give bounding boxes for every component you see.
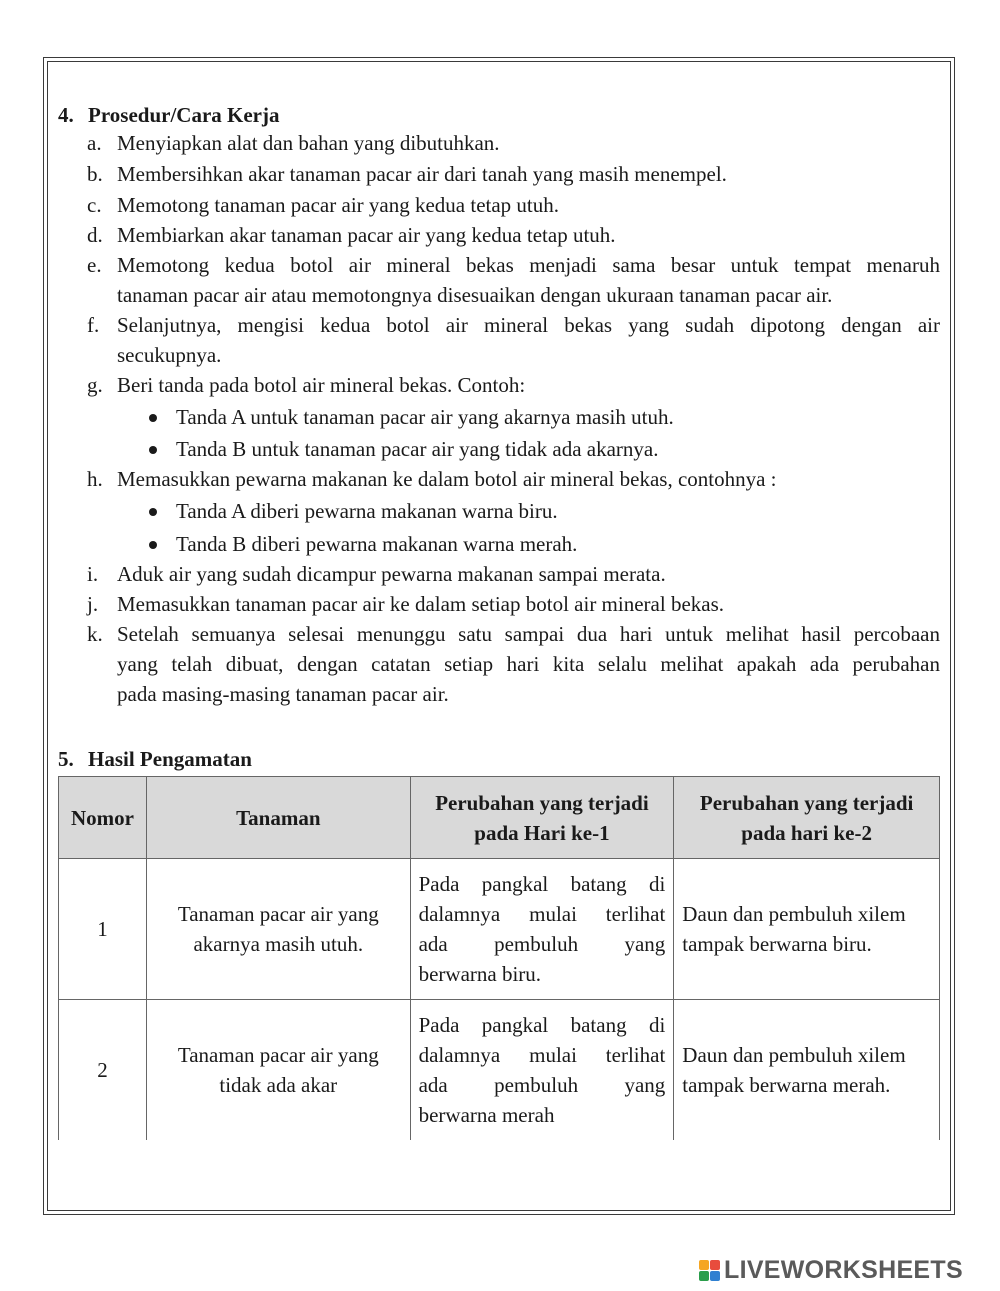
header-hari-2: Perubahan yang terjadi pada hari ke-2 xyxy=(674,777,940,859)
step-g: g. Beri tanda pada botol air mineral bekas. Contoh: xyxy=(87,373,526,397)
h-bullet-item: Tanda B diberi pewarna makanan warna merah. xyxy=(145,529,935,559)
step-c: c. Memotong tanaman pacar air yang kedua tetap utuh. xyxy=(87,193,560,217)
bullet-dot-icon xyxy=(149,446,157,454)
step-j: j. Memasukkan tanaman pacar air ke dalam setiap botol air mineral bekas. xyxy=(87,592,725,616)
cell-nomor: 2 xyxy=(59,1000,147,1140)
section-5-heading: 5. Hasil Pengamatan xyxy=(58,747,252,771)
step-b: b. Membersihkan akar tanaman pacar air dari tanah yang masih menempel. xyxy=(87,162,727,186)
step-a: a. Menyiapkan alat dan bahan yang dibutuhkan. xyxy=(87,131,500,155)
cell-hari-2: Daun dan pembuluh xilem tampak berwarna biru. xyxy=(674,859,940,1000)
logo-grid-icon xyxy=(699,1260,720,1281)
header-hari-1: Perubahan yang terjadi pada Hari ke-1 xyxy=(410,777,674,859)
step-d: d. Membiarkan akar tanaman pacar air yang kedua tetap utuh. xyxy=(87,223,616,247)
step-f: f. Selanjutnya, mengisi kedua botol air mineral bekas yang sudah dipotong dengan air secukupnya. xyxy=(87,313,940,367)
step-i: i. Aduk air yang sudah dicampur pewarna makanan sampai merata. xyxy=(87,562,666,586)
cell-tanaman: Tanaman pacar air yang tidak ada akar xyxy=(146,1000,410,1140)
table-row xyxy=(59,859,940,1000)
cell-hari-1: Pada pangkal batang di dalamnya mulai terlihat ada pembuluh yang berwarna merah xyxy=(410,1000,674,1140)
step-k: k. Setelah semuanya selesai menunggu satu sampai dua hari untuk melihat hasil percobaan yang telah dibuat, dengan catatan setiap hari kita selalu melihat apakah ada perubahan pada masing-masing tanaman pacar air. xyxy=(87,622,940,706)
header-tanaman: Tanaman xyxy=(146,777,410,859)
bullet-dot-icon xyxy=(149,414,157,422)
table-row xyxy=(59,1000,940,1140)
cell-hari-2: Daun dan pembuluh xilem tampak berwarna merah. xyxy=(674,1000,940,1140)
observation-table xyxy=(58,776,940,1140)
liveworksheets-logo[interactable] xyxy=(699,1255,963,1285)
section-4-heading: 4. Prosedur/Cara Kerja xyxy=(58,103,280,127)
h-bullet-item: Tanda A diberi pewarna makanan warna biru. xyxy=(145,496,935,526)
bullet-dot-icon xyxy=(149,541,157,549)
bullet-dot-icon xyxy=(149,508,157,516)
cell-tanaman: Tanaman pacar air yang akarnya masih utuh. xyxy=(146,859,410,1000)
cell-nomor: 1 xyxy=(59,859,147,1000)
step-h: h. Memasukkan pewarna makanan ke dalam botol air mineral bekas, contohnya : xyxy=(87,467,777,491)
logo-text: LIVEWORKSHEETS xyxy=(724,1255,963,1284)
cell-hari-1: Pada pangkal batang di dalamnya mulai terlihat ada pembuluh yang berwarna biru. xyxy=(410,859,674,1000)
table-header-row xyxy=(59,777,940,859)
header-nomor: Nomor xyxy=(59,777,147,859)
step-e: e. Memotong kedua botol air mineral bekas menjadi sama besar untuk tempat menaruh tanaman pacar air atau memotongnya disesuaikan dengan ukuraan tanaman pacar air. xyxy=(87,253,940,307)
g-bullet-item: Tanda B untuk tanaman pacar air yang tidak ada akarnya. xyxy=(145,434,935,464)
g-bullet-item: Tanda A untuk tanaman pacar air yang akarnya masih utuh. xyxy=(145,402,935,432)
